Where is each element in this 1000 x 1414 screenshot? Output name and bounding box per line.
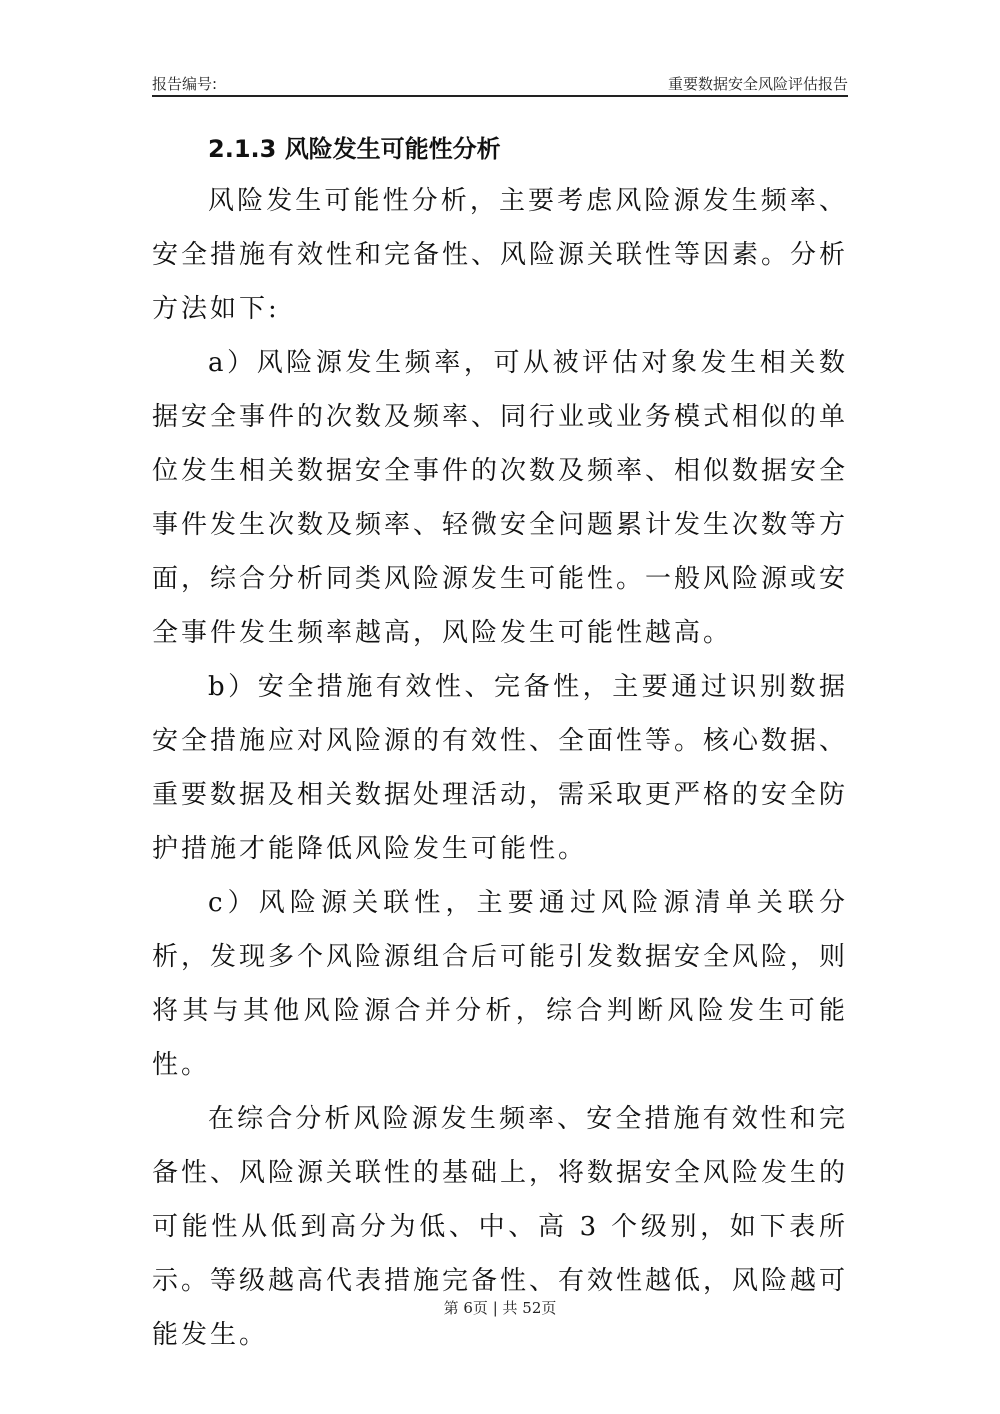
page-header (152, 71, 848, 97)
paragraph-item-c: c）风险源关联性，主要通过风险源清单关联分析，发现多个风险源组合后可能引发数据安全风险，则将其与其他风险源合并分析，综合判断风险发生可能性。 (152, 888, 849, 1080)
main-content (152, 124, 848, 1362)
paragraph-item-a: a）风险源发生频率，可从被评估对象发生相关数据安全事件的次数及频率、同行业或业务模式相似的单位发生相关数据安全事件的次数及频率、相似数据安全事件发生次数及频率、轻微安全问题累计发生次数等方面，综合分析同类风险源发生可能性。一般风险源或安全事件发生频率越高，风险发生可能性越高。 (152, 348, 849, 648)
paragraph-item-b: b）安全措施有效性、完备性，主要通过识别数据安全措施应对风险源的有效性、全面性等。核心数据、重要数据及相关数据处理活动，需采取更严格的安全防护措施才能降低风险发生可能性。 (152, 672, 849, 864)
page-number: 第 6页 | 共 52页 (443, 1299, 557, 1317)
section-heading: 2.1.3 风险发生可能性分析 (208, 135, 501, 163)
paragraph-intro: 风险发生可能性分析，主要考虑风险源发生频率、安全措施有效性和完备性、风险源关联性等因素。分析方法如下: (152, 186, 849, 324)
report-title-header: 重要数据安全风险评估报告 (667, 75, 848, 93)
page-footer (0, 1297, 1000, 1318)
report-number-label: 报告编号: (152, 75, 218, 93)
paragraph-summary: 在综合分析风险源发生频率、安全措施有效性和完备性、风险源关联性的基础上，将数据安全风险发生的可能性从低到高分为低、中、高 3 个级别，如下表所示。等级越高代表措施完备性、有效性越低，风险越可能发生。 (152, 1104, 849, 1350)
